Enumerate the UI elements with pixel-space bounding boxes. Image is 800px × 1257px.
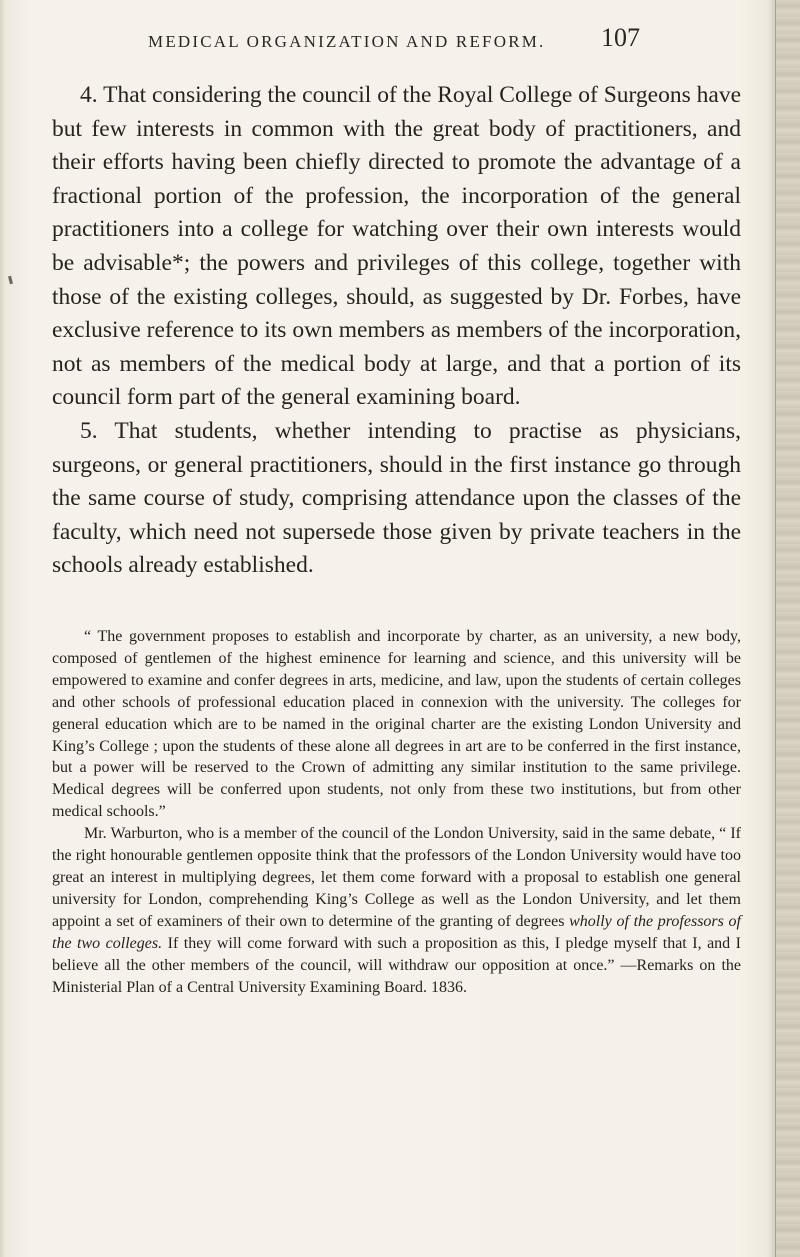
paragraph-5: 5. That students, whether intending to practise as physicians, surgeons, or general practitioners, should in the first instance go through the same course of study, comprising attendance upon the classes of the faculty, which need not supersede those given by private teachers in the schools already established. [52, 417, 741, 579]
footnote [52, 626, 741, 998]
main-text [52, 79, 741, 583]
paragraph-4: 4. That considering the council of the Royal College of Surgeons have but few interests in common with the great body of practitioners, and their efforts having been chiefly directed to promote the advantage of a fractional portion of the profession, the incorporation of the general practitioners into a college for watching over their own interests would be advisable*; the powers and privileges of this college, together with those of the existing colleges, should, as suggested by Dr. Forbes, have exclusive reference to its own members as members of the incorporation, not as members of the medical body at large, and that a portion of its council form part of the general examining board. [52, 82, 741, 411]
warburton-italic-text: wholly of the professors of the two colleges. [52, 912, 742, 952]
footnote-warburton-quote [52, 823, 741, 998]
warburton-text-start: Mr. Warburton, who is a member of the council of the London University, said in the same debate, “ If the right honourable gentlemen opposite think that the professors of the London University would have too great an interest in multiplying degrees, let them come forward with a proposal to establish one general university for London, comprehending King’s College as well as the London University, and let them appoint a set of examiners of their own to determine of the granting of degrees [52, 825, 741, 930]
warburton-text-end: If they will come forward with such a proposition as this, I pledge myself that I, and I believe all the other members of the council, will withdraw our opposition at once.” —Remarks on the Ministerial Plan of a Central University Examining Board. 1836. [52, 934, 742, 996]
book-binding-edge [775, 0, 800, 1257]
footnote-government-quote: “ The government proposes to establish and incorporate by charter, as an university, a new body, composed of gentlemen of the highest eminence for learning and science, and this university will be empowered to examine and confer degrees in arts, medicine, and law, upon the students of certain colleges and other schools of professional education placed in connexion with the university. The colleges for general education which are to be named in the original charter are the existing London University and King’s College ; upon the students of these alone all degrees in art are to be conferred in the first instance, but a power will be reserved to the Crown of admitting any similar institution to the same privilege. Medical degrees will be conferred upon students, not only from these two institutions, but from other medical schools.” [52, 628, 741, 821]
running-head: MEDICAL ORGANIZATION AND REFORM. [148, 32, 546, 51]
page-number: 107 [601, 23, 640, 52]
page-left-edge [0, 0, 6, 1257]
margin-mark [8, 276, 13, 284]
